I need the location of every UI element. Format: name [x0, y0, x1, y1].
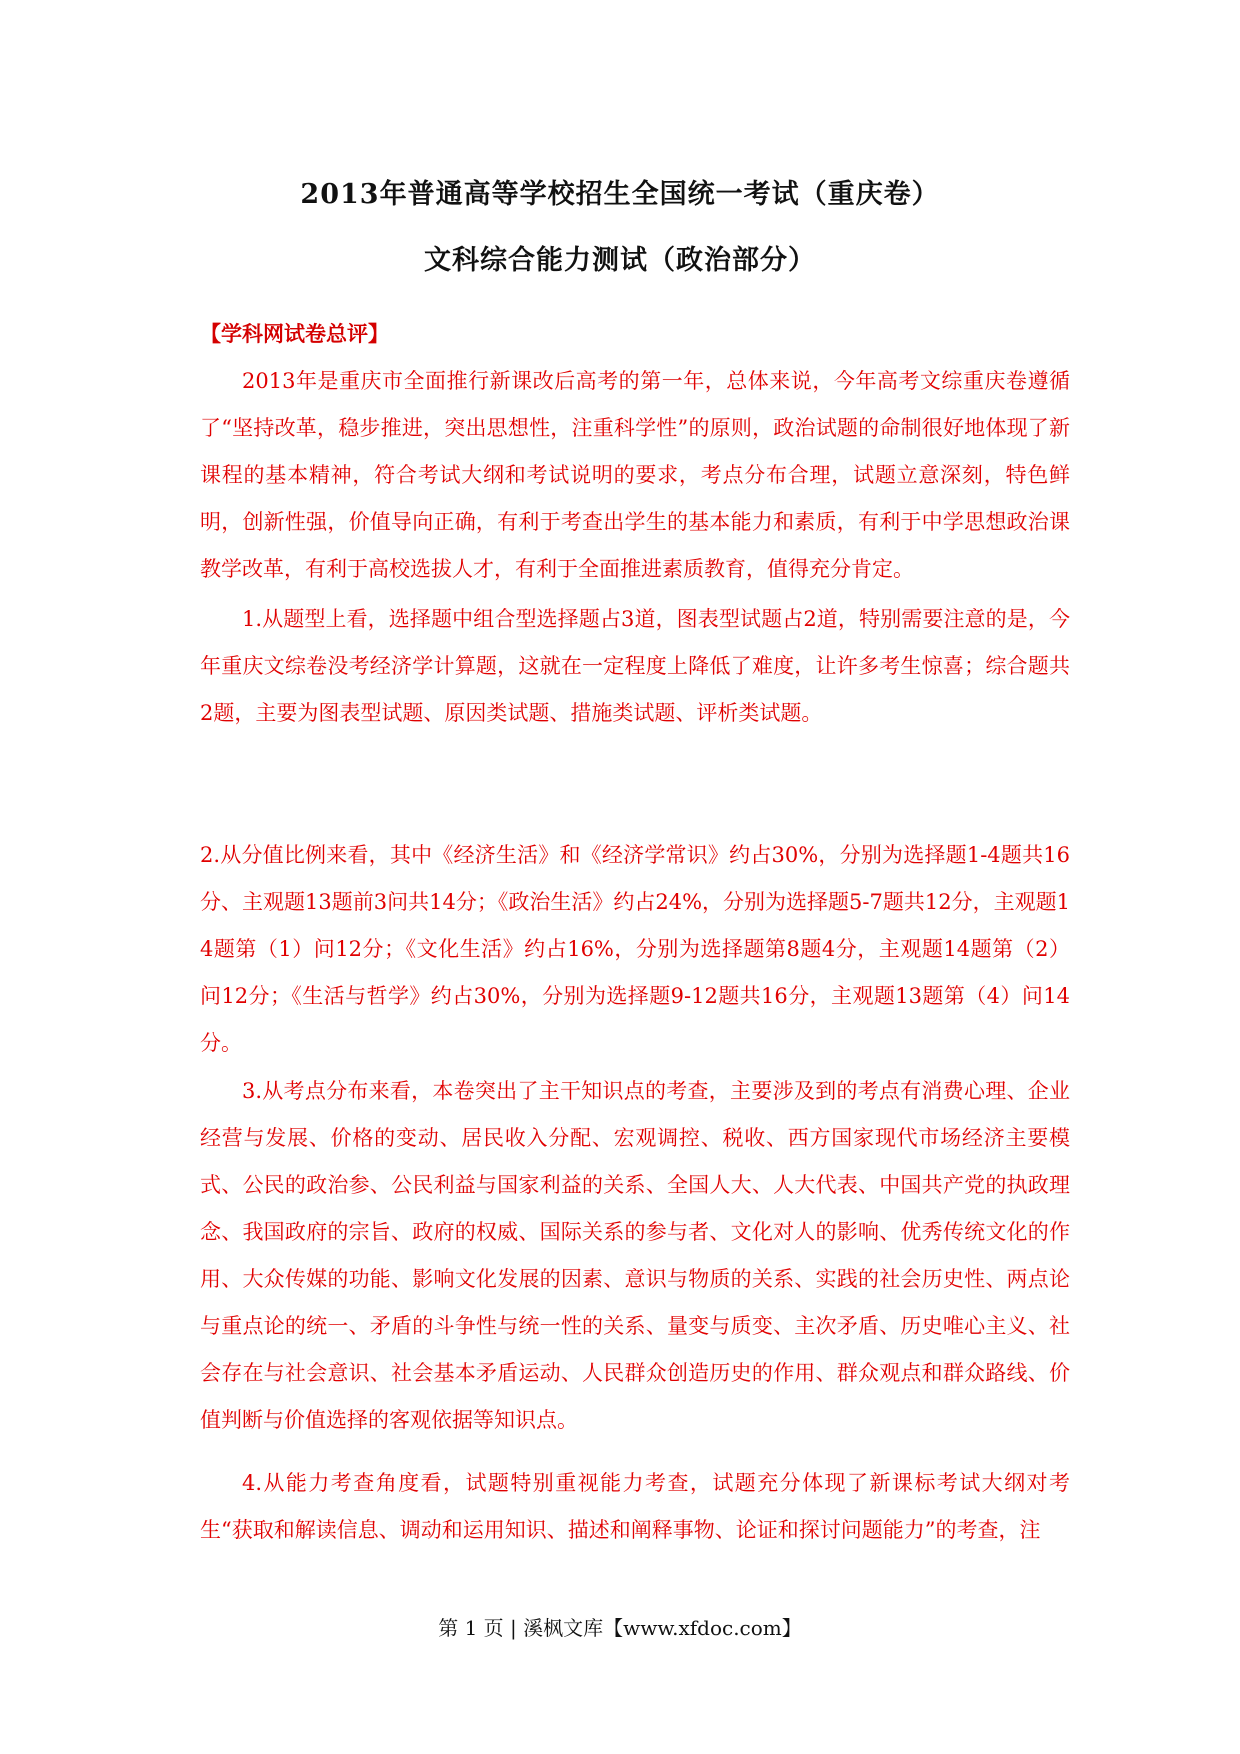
paragraph-4 [200, 1460, 1070, 1554]
paragraph-2 [200, 832, 1070, 1067]
paragraph-1-text: 1.从题型上看，选择题中组合型选择题占3道，图表型试题占2道，特别需要注意的是，今年重庆文综卷没考经济学计算题，这就在一定程度上降低了难度，让许多考生惊喜；综合题共2题，主要为图表型试题、原因类试题、措施类试题、评析类试题。 [200, 607, 1070, 725]
paragraph-1 [200, 596, 1070, 737]
document-title-line1: 2013年普通高等学校招生全国统一考试（重庆卷） [300, 179, 940, 210]
paragraph-3-text: 3.从考点分布来看，本卷突出了主干知识点的考查，主要涉及到的考点有消费心理、企业经营与发展、价格的变动、居民收入分配、宏观调控、税收、西方国家现代市场经济主要模式、公民的政治参、公民利益与国家利益的关系、全国人大、人大代表、中国共产党的执政理念、我国政府的宗旨、政府的权威、国际关系的参与者、文化对人的影响、优秀传统文化的作用、大众传媒的功能、影响文化发展的因素、意识与物质的关系、实践的社会历史性、两点论与重点论的统一、矛盾的斗争性与统一性的关系、量变与质变、主次矛盾、历史唯心主义、社会存在与社会意识、社会基本矛盾运动、人民群众创造历史的作用、群众观点和群众路线、价值判断与价值选择的客观依据等知识点。 [200, 1079, 1070, 1432]
paragraph-4-text: 4.从能力考查角度看，试题特别重视能力考查，试题充分体现了新课标考试大纲对考生“获取和解读信息、调动和运用知识、描述和阐释事物、论证和探讨问题能力”的考查，注 [200, 1471, 1070, 1542]
paragraph-intro [200, 358, 1070, 593]
document-title-line2: 文科综合能力测试（政治部分） [424, 245, 816, 276]
page-footer: 第 1 页 | 溪枫文库【www.xfdoc.com】 [438, 1616, 802, 1640]
paragraph-3 [200, 1068, 1070, 1444]
paragraph-2-text: 2.从分值比例来看，其中《经济生活》和《经济学常识》约占30%，分别为选择题1-4题共16分、主观题13题前3问共14分；《政治生活》约占24%，分别为选择题5-7题共12分，主观题14题第（1）问12分；《文化生活》约占16%，分别为选择题第8题4分，主观题14题第（2）问12分；《生活与哲学》约占30%，分别为选择题9-12题共16分，主观题13题第（4）问14分。 [200, 843, 1070, 1055]
paragraph-intro-text: 2013年是重庆市全面推行新课改后高考的第一年，总体来说，今年高考文综重庆卷遵循了“坚持改革，稳步推进，突出思想性，注重科学性”的原则，政治试题的命制很好地体现了新课程的基本精神，符合考试大纲和考试说明的要求，考点分布合理，试题立意深刻，特色鲜明，创新性强，价值导向正确，有利于考查出学生的基本能力和素质，有利于中学思想政治课教学改革，有利于高校选拔人才，有利于全面推进素质教育，值得充分肯定。 [200, 369, 1070, 581]
section-heading: 【学科网试卷总评】 [200, 321, 389, 346]
